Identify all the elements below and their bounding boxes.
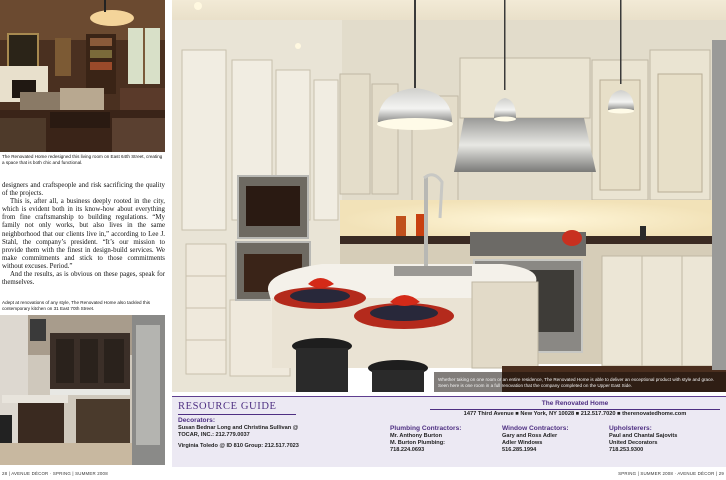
title-divider xyxy=(178,414,296,415)
resource-guide-title: RESOURCE GUIDE xyxy=(178,401,277,412)
upholsterers-line: 718.253.9300 xyxy=(609,447,644,454)
upholsterers-heading: Upholsterers: xyxy=(609,425,652,432)
article-paragraph: This is, after all, a business deeply rooted in the city, which is evident both in its know-how about everything from fine craftsmanship to building regulations. “My family not only works, but also lives in the same neighborhood that our clients live in,” according to Lee J. Stahl, the company’s president. “It’s our mission to provide them with the finest in design-build services. We make commitments and stick to those commitments without excuses. Period.” xyxy=(2,198,165,270)
footer-right: SPRING | SUMMER 2008 · AVENUE DÉCOR | 29 xyxy=(618,471,724,476)
kitchen-illustration xyxy=(172,0,726,392)
company-block xyxy=(430,400,720,417)
company-contact: 1477 Third Avenue ■ New York, NY 10028 ■ 212.517.7020 ■ therenovatedhome.com xyxy=(463,411,687,417)
contemporary-kitchen-illustration xyxy=(0,315,165,465)
kitchen-main-photo xyxy=(172,0,726,392)
article-paragraph: And the results, as is obvious on these pages, speak for themselves. xyxy=(2,271,165,287)
decorators-heading: Decorators: xyxy=(178,417,216,424)
decorators-section xyxy=(178,417,378,451)
window-line: 516.285.1994 xyxy=(502,447,537,454)
article-paragraph: designers and craftspeople and risk sacrificing the quality of the projects. xyxy=(2,182,165,198)
resource-guide xyxy=(172,396,726,467)
plumbing-section xyxy=(390,425,500,455)
window-line: Gary and Ross Adler xyxy=(502,433,558,439)
upholsterers-section xyxy=(609,425,719,455)
contemporary-kitchen-caption: Adept at renovations of any style, The Renovated Home also tackled this contemporary kitchen on 31 East 70th Street. xyxy=(2,300,151,311)
decorators-line: TOCAR, INC.: 212.779.0037 xyxy=(178,432,250,439)
upholsterers-line: Paul and Chantal Sajovits xyxy=(609,433,678,439)
article-body xyxy=(2,182,165,287)
plumbing-line: Mr. Anthony Burton xyxy=(390,433,442,439)
kitchen-main-caption: Whether taking on one room or an entire residence, The Renovated Home is able to deliver an exceptional product with style and grace. Seen here is one room in a full renovation that the company completed on the Upper East Side. xyxy=(438,377,715,388)
decorators-line: Virginia Toledo @ ID 810 Group: 212.517.7023 xyxy=(178,443,299,450)
company-divider xyxy=(430,409,720,410)
window-section xyxy=(502,425,602,455)
plumbing-heading: Plumbing Contractors: xyxy=(390,425,462,432)
window-line: Adler Windows xyxy=(502,440,543,447)
plumbing-line: 718.224.0693 xyxy=(390,447,425,454)
window-heading: Window Contractors: xyxy=(502,425,569,432)
living-room-caption: The Renovated Home redesigned this living room on East 64th Street, creating a space that is both chic and functional. xyxy=(2,154,163,165)
living-room-illustration xyxy=(0,0,165,152)
footer-left: 28 | AVENUE DÉCOR · SPRING | SUMMER 2008 xyxy=(2,471,108,476)
upholsterers-line: United Decorators xyxy=(609,440,658,447)
left-page xyxy=(0,0,168,480)
decorators-line: Susan Bednar Long and Christina Sullivan @ xyxy=(178,425,299,431)
living-room-photo xyxy=(0,0,165,152)
contemporary-kitchen-photo xyxy=(0,315,165,465)
company-name: The Renovated Home xyxy=(541,400,609,407)
plumbing-line: M. Burton Plumbing: xyxy=(390,440,445,447)
